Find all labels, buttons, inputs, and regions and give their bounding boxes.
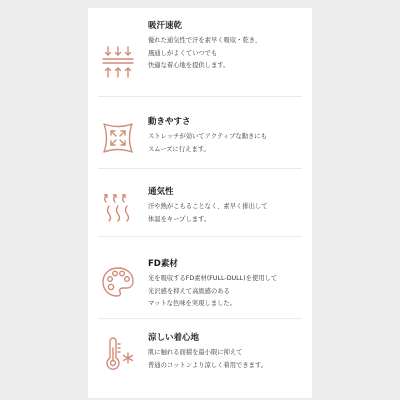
palette-icon — [100, 264, 136, 300]
feature-desc-line: 優れた通気性で汗を素早く吸収・乾き、 — [148, 37, 262, 44]
divider — [98, 168, 302, 169]
feature-desc-line: 光沢感を抑えて高級感のある — [148, 287, 230, 295]
feature-desc-line: 風通しがよくていつでも — [148, 49, 218, 57]
moisture-wicking-arrows-icon — [100, 44, 136, 80]
feature-desc-line: スムーズに行えます。 — [148, 145, 210, 153]
feature-desc-line: 汗や熱がこもることなく、素早く排出して — [148, 203, 268, 210]
feature-desc-line: 快適な着心地を提供します。 — [148, 62, 230, 69]
feature-title: 動きやすさ — [148, 117, 191, 127]
stretch-arrows-icon — [100, 120, 136, 156]
feature-desc-line: マットな色味を実現しました。 — [148, 300, 236, 307]
feature-title: FD素材 — [148, 259, 178, 269]
feature-title: 涼しい着心地 — [148, 333, 200, 343]
thermometer-cool-icon — [100, 336, 136, 372]
divider — [98, 96, 302, 97]
divider — [98, 318, 302, 319]
feature-desc-line: 普通のコットンより涼しく着用できます。 — [148, 361, 268, 369]
features-card — [88, 8, 312, 398]
feature-desc-line: 体温をキープします。 — [148, 215, 211, 223]
feature-desc-line: 光を吸収するFD素材(FULL-DULL)を使用して — [148, 275, 278, 282]
feature-title: 通気性 — [148, 187, 174, 197]
divider — [98, 236, 302, 237]
feature-desc-line: ストレッチが効いてアクティブな動きにも — [148, 133, 267, 140]
feature-title: 吸汗速乾 — [148, 21, 183, 31]
feature-desc-line: 肌に触れる面積を最小限に抑えて — [148, 349, 243, 356]
breathable-waves-icon — [100, 188, 136, 224]
